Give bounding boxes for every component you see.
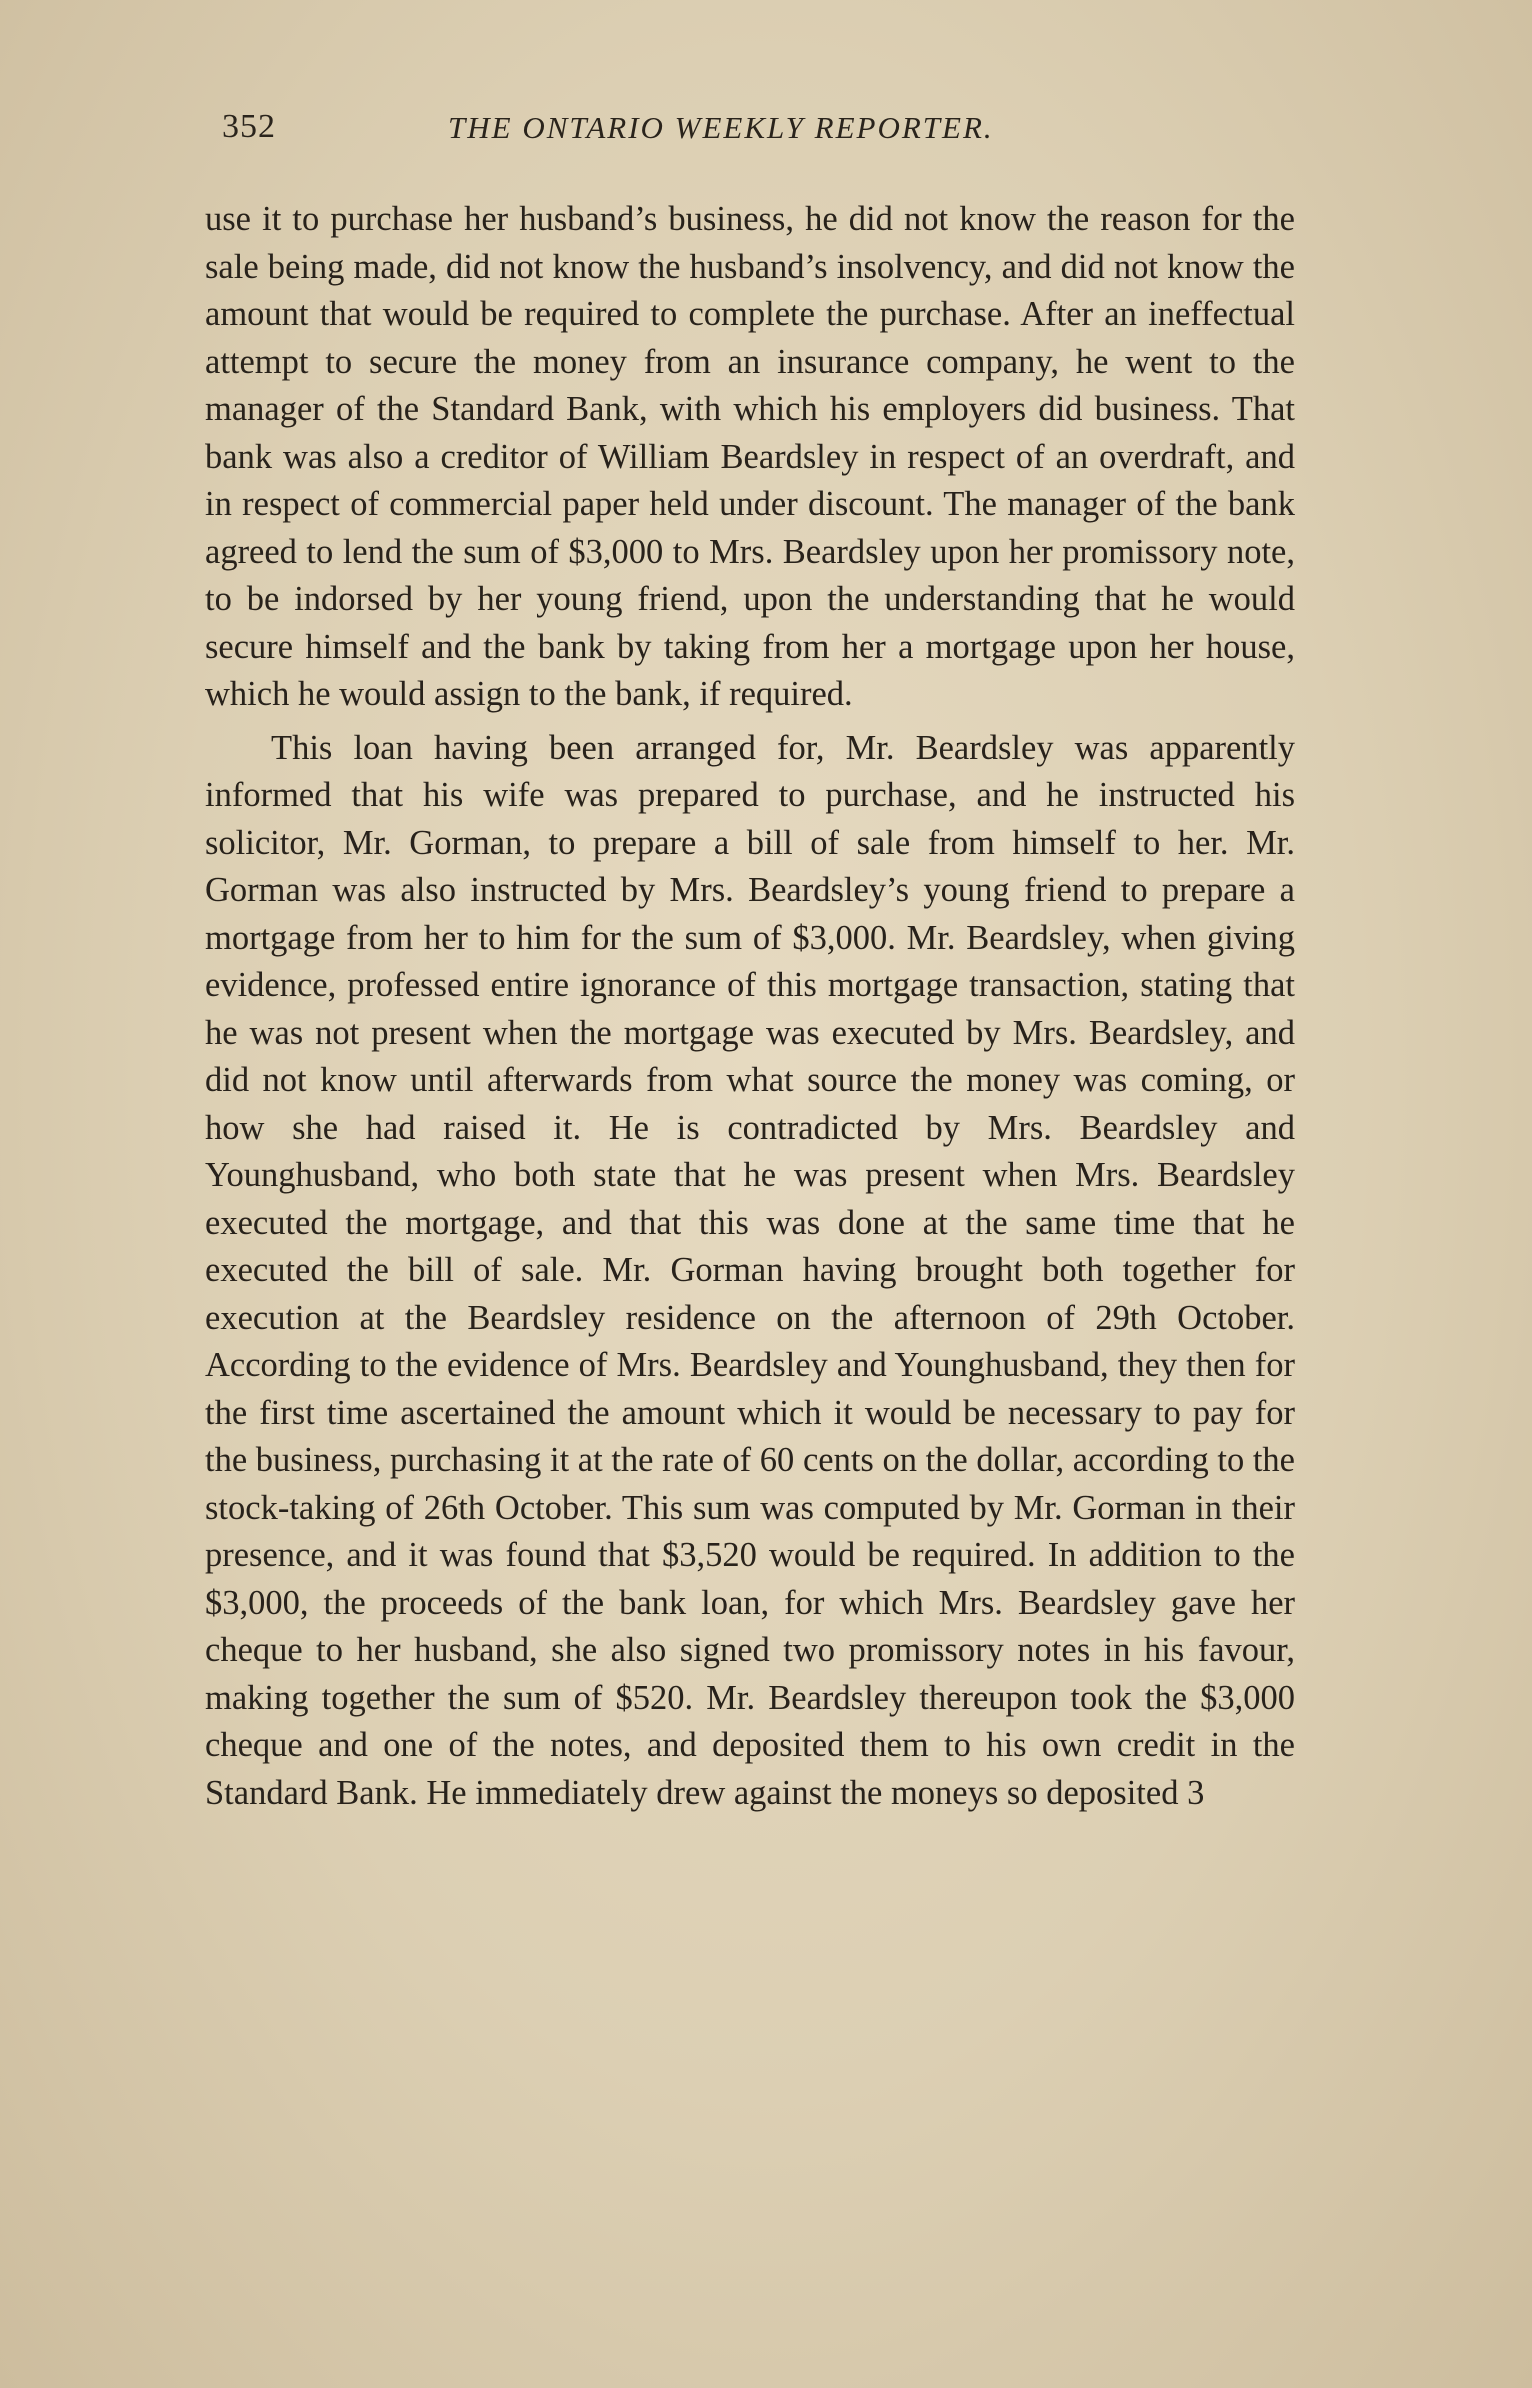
body-text	[205, 196, 1295, 1817]
paragraph: use it to purchase her husband’s business, he did not know the reason for the sale being made, did not know the husband’s insolvency, and did not know the amount that would be required to complete the purchase. After an ineffectual attempt to secure the money from an insurance company, he went to the manager of the Standard Bank, with which his employers did business. That bank was also a creditor of William Beardsley in respect of an overdraft, and in respect of commercial paper held under discount. The manager of the bank agreed to lend the sum of $3,000 to Mrs. Beardsley upon her promissory note, to be indorsed by her young friend, upon the understanding that he would secure himself and the bank by taking from her a mortgage upon her house, which he would assign to the bank, if required.	[205, 200, 1295, 713]
running-head: THE ONTARIO WEEKLY REPORTER.	[448, 110, 994, 145]
page-number: 352	[222, 108, 276, 145]
page-header	[222, 108, 1312, 164]
paragraph: This loan having been arranged for, Mr. Beardsley was apparently informed that his wife was prepared to purchase, and he instructed his solicitor, Mr. Gorman, to prepare a bill of sale from himself to her. Mr. Gorman was also instructed by Mrs. Beardsley’s young friend to prepare a mortgage from her to him for the sum of $3,000. Mr. Beardsley, when giving evidence, professed entire ignorance of this mortgage transaction, stating that he was not present when the mortgage was executed by Mrs. Beardsley, and did not know until afterwards from what source the money was coming, or how she had raised it. He is contradicted by Mrs. Beardsley and Younghusband, who both state that he was present when Mrs. Beardsley executed the mortgage, and that this was done at the same time that he executed the bill of sale. Mr. Gorman having brought both together for execution at the Beardsley residence on the afternoon of 29th October. According to the evidence of Mrs. Beardsley and Younghusband, they then for the first time ascertained the amount which it would be necessary to pay for the business, purchasing it at the rate of 60 cents on the dollar, according to the stock-taking of 26th October. This sum was computed by Mr. Gorman in their presence, and it was found that $3,520 would be required. In addition to the $3,000, the proceeds of the bank loan, for which Mrs. Beardsley gave her cheque to her husband, she also signed two promissory notes in his favour, making together the sum of $520. Mr. Beardsley thereupon took the $3,000 cheque and one of the notes, and deposited them to his own credit in the Standard Bank. He immediately drew against the moneys so deposited 3	[205, 728, 1295, 1812]
